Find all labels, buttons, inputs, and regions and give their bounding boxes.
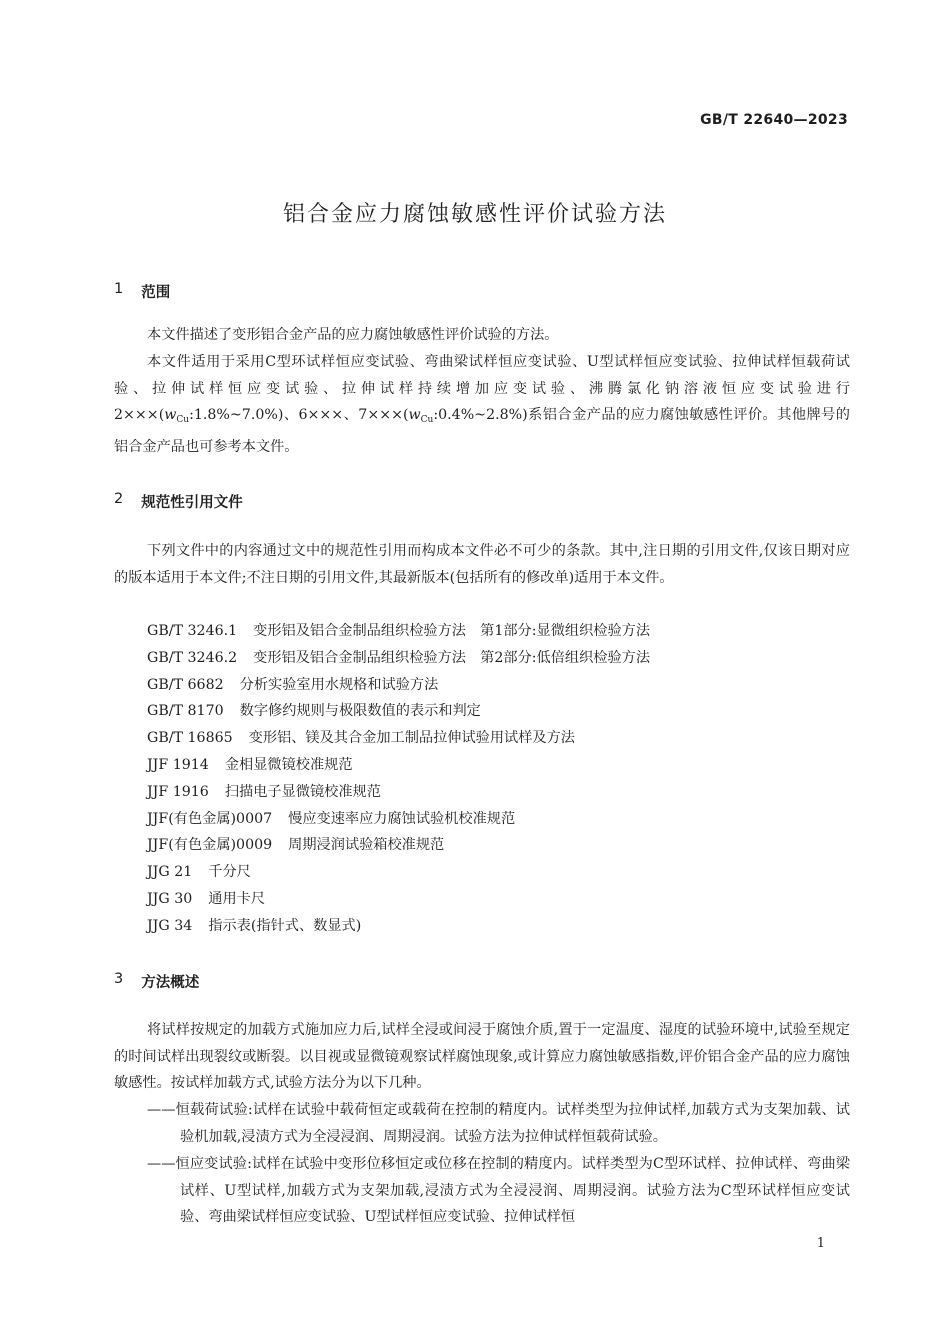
section-3-heading [114, 971, 199, 992]
reference-item: GB/T 6682 分析实验室用水规格和试验方法 [147, 676, 439, 693]
method-item-constant-strain: ——恒应变试验:试样在试验中变形位移恒定或位移在控制的精度内。试样类型为C型环试样、拉伸试样、弯曲梁试样、U型试样,加载方式为支架加载,浸渍方式为全浸浸润、周期浸润。试验方法为C型环试样恒应变试验、弯曲梁试样恒应变试验、U型试样恒应变试验、拉伸试样恒 [147, 1156, 850, 1226]
section-2-heading [114, 491, 243, 512]
section-number: 1 [114, 281, 124, 297]
scope-paragraph-1: 本文件描述了变形铝合金产品的应力腐蚀敏感性评价试验的方法。 [147, 327, 559, 343]
section-1-heading [114, 281, 170, 302]
document-title: 铝合金应力腐蚀敏感性评价试验方法 [282, 202, 667, 227]
section-title: 范围 [141, 285, 171, 301]
section-title: 规范性引用文件 [141, 495, 243, 511]
reference-item: JJF 1914 金相显微镜校准规范 [147, 756, 353, 773]
reference-item: GB/T 3246.1 变形铝及铝合金制品组织检验方法 第1部分:显微组织检验方法 [147, 623, 651, 639]
reference-item: JJG 34 指示表(指针式、数显式) [147, 917, 362, 934]
normative-intro: 下列文件中的内容通过文中的规范性引用而构成本文件必不可少的条款。其中,注日期的引用文件,仅该日期对应的版本适用于本文件;不注日期的引用文件,其最新版本(包括所有的修改单)适用于本文件。 [114, 543, 850, 586]
page-number: 1 [816, 1236, 825, 1251]
reference-list [147, 618, 650, 940]
section-title: 方法概述 [141, 975, 200, 991]
reference-item: GB/T 8170 数字修约规则与极限数值的表示和判定 [147, 703, 481, 720]
reference-item: JJF(有色金属)0009 周期浸润试验箱校准规范 [147, 837, 445, 854]
reference-item: JJF(有色金属)0007 慢应变速率应力腐蚀试验机校准规范 [147, 810, 516, 827]
standard-code: GB/T 22640—2023 [700, 112, 848, 128]
reference-item: JJF 1916 扫描电子显微镜校准规范 [147, 783, 381, 800]
reference-item: GB/T 3246.2 变形铝及铝合金制品组织检验方法 第2部分:低倍组织检验方法 [147, 649, 651, 666]
section-number: 3 [114, 971, 124, 987]
reference-item: JJG 30 通用卡尺 [147, 890, 266, 907]
reference-item: GB/T 16865 变形铝、镁及其合金加工制品拉伸试验用试样及方法 [147, 730, 575, 747]
scope-paragraph-2: 本文件适用于采用C型环试样恒应变试验、弯曲梁试样恒应变试验、U型试样恒应变试验、拉伸试样恒载荷试验、拉伸试样恒应变试验、拉伸试样持续增加应变试验、沸腾氯化钠溶液恒应变试验进行$2\times\times\times(w_{Cu}:1.8\%\sim 7.0\%)$、6×××、$7\times\times\times(w_{Cu}:0.4\%\sim 2.8\%)$系铝合金产品的应力腐蚀敏感性评价。其他牌号的铝合金产品也可参考本文件。 [114, 354, 850, 456]
overview-paragraph: 将试样按规定的加载方式施加应力后,试样全浸或间浸于腐蚀介质,置于一定温度、湿度的试验环境中,试验至规定的时间试样出现裂纹或断裂。以目视或显微镜观察试样腐蚀现象,或计算应力腐蚀敏感指数,评价铝合金产品的应力腐蚀敏感性。按试样加载方式,试验方法分为以下几种。 [114, 1022, 850, 1092]
section-number: 2 [114, 491, 124, 507]
reference-item: JJG 21 千分尺 [147, 864, 251, 881]
method-item-constant-load: ——恒载荷试验:试样在试验中载荷恒定或载荷在控制的精度内。试样类型为拉伸试样,加载方式为支架加载、试验机加载,浸渍方式为全浸浸润、周期浸润。试验方法为拉伸试样恒载荷试验。 [147, 1102, 850, 1145]
